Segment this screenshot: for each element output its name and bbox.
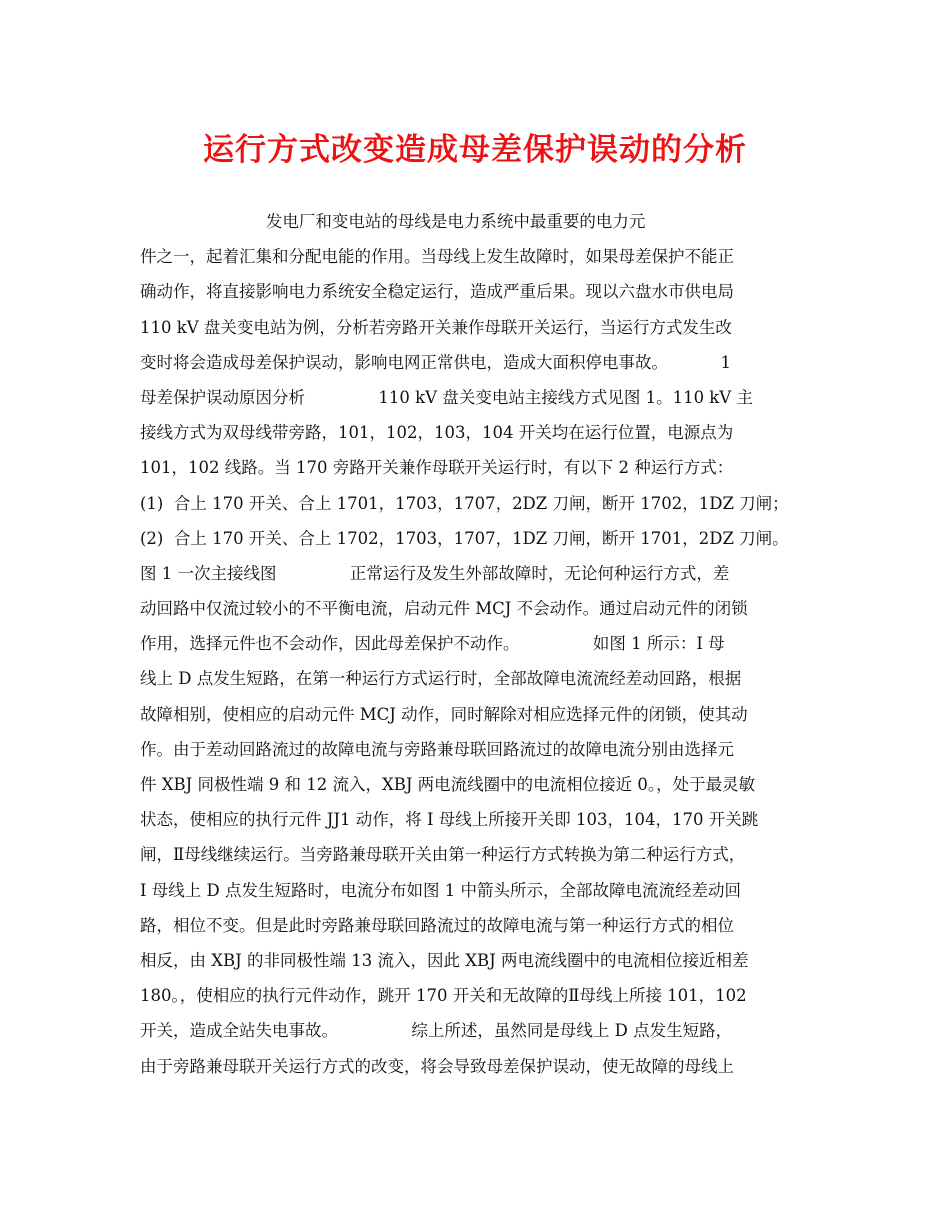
body-line: 图 1 一次主接线图 正常运行及发生外部故障时，无论何种运行方式，差 [140,563,730,583]
body-line: 作用，选择元件也不会动作，因此母差保护不动作。 如图 1 所示：I 母 [140,634,725,654]
body-line: 由于旁路兼母联开关运行方式的改变，将会导致母差保护误动，使无故障的母线上 [140,1056,734,1076]
body-line: 确动作，将直接影响电力系统安全稳定运行，造成严重后果。现以六盘水市供电局 [140,282,734,302]
body-line: 件之一，起着汇集和分配电能的作用。当母线上发生故障时，如果母差保护不能正 [140,247,734,267]
body-line: 线上 D 点发生短路，在第一种运行方式运行时，全部故障电流流经差动回路，根据 [140,669,742,689]
body-line: 状态，使相应的执行元件 JJ1 动作，将 I 母线上所接开关即 103，104，170 开关跳 [140,810,759,830]
body-line: 发电厂和变电站的母线是电力系统中最重要的电力元 [140,212,646,231]
body-line: 闸，Ⅱ母线继续运行。当旁路兼母联开关由第一种运行方式转换为第二种运行方式， [140,845,746,865]
body-line: 动回路中仅流过较小的不平衡电流，启动元件 MCJ 不会动作。通过启动元件的闭锁 [140,599,748,619]
document-title: 运行方式改变造成母差保护误动的分析 [203,132,747,168]
body-line: I 母线上 D 点发生短路时，电流分布如图 1 中箭头所示，全部故障电流流经差动回 [140,880,741,900]
body-line: 开关，造成全站失电事故。 综上所述，虽然同是母线上 D 点发生短路， [140,1021,733,1041]
body-line: 故障相别，使相应的启动元件 MCJ 动作，同时解除对相应选择元件的闭锁，使其动 [140,704,748,724]
body-line: 变时将会造成母差保护误动，影响电网正常供电，造成大面积停电事故。 1 [140,352,731,372]
body-line: 101，102 线路。当 170 旁路开关兼作母联开关运行时，有以下 2 种运行方式： [140,458,734,478]
body-line: 路，相位不变。但是此时旁路兼母联回路流过的故障电流与第一种运行方式的相位 [140,915,734,935]
body-line: 作。由于差动回路流过的故障电流与旁路兼母联回路流过的故障电流分别由选择元 [140,739,734,759]
body-line: 件 XBJ 同极性端 9 和 12 流入，XBJ 两电流线圈中的电流相位接近 0。，处于最灵敏 [140,775,756,794]
body-line: 110 kV 盘关变电站为例，分析若旁路开关兼作母联开关运行，当运行方式发生改 [140,317,732,337]
body-line: 相反，由 XBJ 的非同极性端 13 流入，因此 XBJ 两电流线圈中的电流相位接近相差 [140,950,749,970]
body-line: 母差保护误动原因分析 110 kV 盘关变电站主接线方式见图 1。110 kV 主 [140,387,753,407]
body-line: 180。，使相应的执行元件动作，跳开 170 开关和无故障的Ⅱ母线上所接 101，102 [140,986,747,1006]
body-line: 接线方式为双母线带旁路，101，102，103，104 开关均在运行位置，电源点为 [140,423,734,443]
body-line: (1) 合上 170 开关、合上 1701，1703，1707，2DZ 刀闸，断开 1702，1DZ 刀闸； [140,493,789,513]
body-text [140,204,816,1084]
body-line: (2) 合上 170 开关、合上 1702，1703，1707，1DZ 刀闸，断开 1701，2DZ 刀闸。 [140,528,789,548]
